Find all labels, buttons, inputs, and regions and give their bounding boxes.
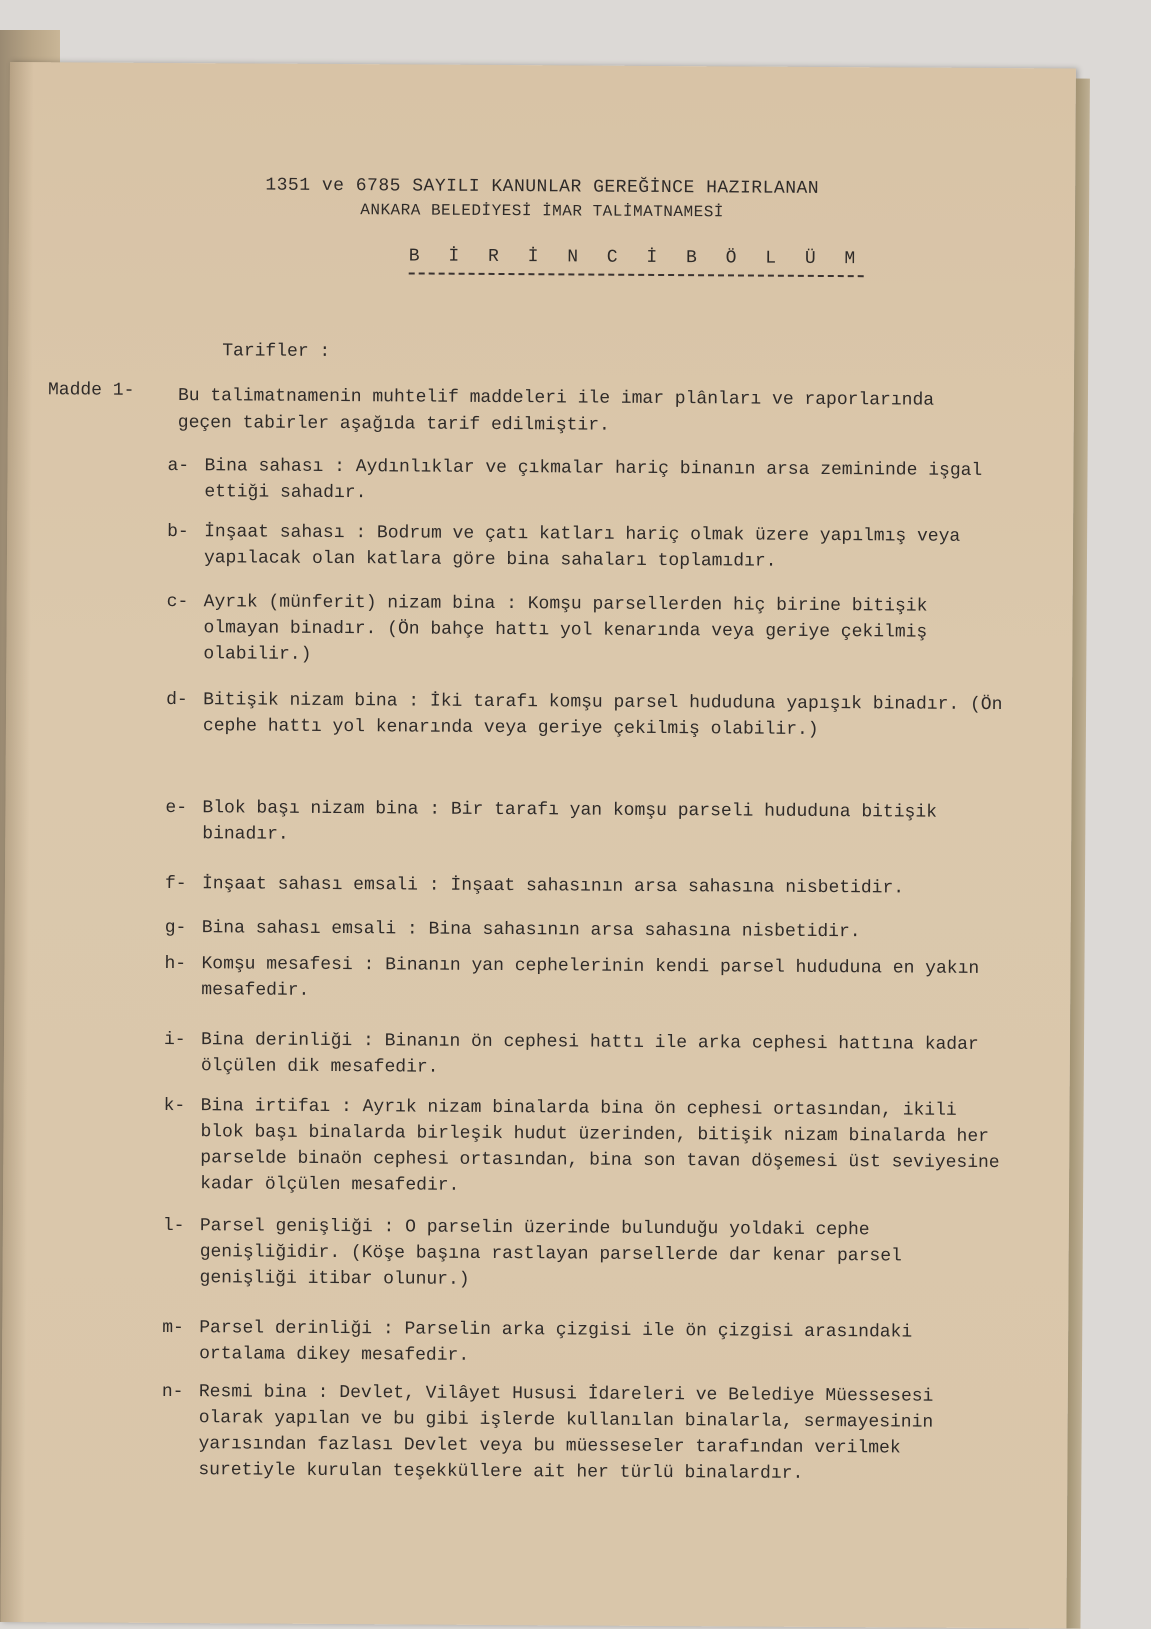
- item-letter: c-: [166, 591, 189, 613]
- definition-item: [167, 453, 1007, 510]
- page-stack-edge: [1066, 79, 1089, 1629]
- definition-item: [161, 1379, 1002, 1488]
- item-text: İnşaat sahası : Bodrum ve çatı katları hariç olmak üzere yapılmış veya yapılacak olan katlara göre bina sahaları toplamıdır.: [203, 522, 961, 572]
- item-letter: m-: [162, 1317, 184, 1339]
- item-letter: h-: [164, 953, 187, 975]
- item-letter: l-: [162, 1215, 185, 1237]
- definition-item: [162, 1315, 1002, 1372]
- definition-item: [164, 951, 1004, 1008]
- definition-item: [165, 871, 1005, 902]
- item-text: Ayrık (münferit) nizam bina : Komşu parsellerden hiç birine bitişik olmayan binadır. (Ön bahçe hattı yol kenarında veya geriye çekilmiş olabilir.): [203, 592, 928, 665]
- item-text: Komşu mesafesi : Binanın yan cephelerinin kendi parsel hududuna en yakın mesafedir.: [201, 954, 980, 1001]
- header-line-2: ANKARA BELEDİYESİ İMAR TALİMATNAMESİ: [360, 201, 724, 222]
- item-text: Bitişik nizam bina : İki tarafı komşu parsel hududuna yapışık binadır. (Ön cephe hattı yol kenarında veya geriye çekilmiş olabilir.): [202, 690, 1003, 740]
- definition-item: [164, 1027, 1004, 1084]
- definition-item: [162, 1213, 1002, 1296]
- item-letter: g-: [164, 917, 187, 939]
- item-letter: n-: [161, 1381, 184, 1403]
- definition-item: [167, 519, 1007, 576]
- item-text: Resmi bina : Devlet, Vilâyet Hususi İdareleri ve Belediye Müessesesi olarak yapılan ve bu gibi işlerde kullanılan binalarla, sermayesinin yarısından fazlası Devlet veya bu müesseseler tarafından verilmek suretiyle kurulan teşekküllere ait her türlü binalardır.: [198, 1382, 934, 1484]
- item-text: Bina sahası emsali : Bina sahasının arsa sahasına nisbetidir.: [201, 918, 861, 943]
- subsection-heading: Tarifler :: [222, 341, 331, 362]
- article-intro: Bu talimatnamenin muhtelif maddeleri ile imar plânları ve raporlarında geçen tabirler aşağıda tarif edilmiştir.: [177, 386, 935, 436]
- item-letter: f-: [164, 873, 187, 895]
- section-title: B İ R İ N C İ B Ö L Ü M: [409, 246, 865, 277]
- definition-item: [165, 915, 1005, 946]
- item-text: Bina derinliği : Binanın ön cephesi hattı ile arka cephesi hattına kadar ölçülen dik mesafedir.: [200, 1030, 979, 1078]
- item-text: Parsel derinliği : Parselin arka çizgisi ile ön çizgisi arasındaki ortalama dikey mesafedir.: [199, 1318, 913, 1366]
- item-letter: i-: [163, 1029, 186, 1051]
- item-letter: a-: [167, 455, 190, 477]
- item-letter: e-: [165, 797, 188, 819]
- item-letter: k-: [163, 1095, 186, 1117]
- header-line-1: 1351 ve 6785 SAYILI KANUNLAR GEREĞİNCE HAZIRLANAN: [265, 175, 820, 199]
- definition-item: [166, 589, 1006, 672]
- item-text: Blok başı nizam bina : Bir tarafı yan komşu parseli hududuna bitişik binadır.: [202, 798, 938, 845]
- article-label: Madde 1-: [47, 380, 135, 401]
- item-text: Bina irtifaı : Ayrık nizam binalarda bina ön cephesi ortasından, ikili blok başı binalarda birleşik hudut üzerinden, bitişik nizam binalarda her parselde binaön cephesi ortasından, bina son tavan döşemesi üst seviyesine kadar ölçülen mesafedir.: [200, 1096, 1000, 1196]
- item-text: Bina sahası : Aydınlıklar ve çıkmalar hariç binanın arsa zemininde işgal ettiği sahadır.: [204, 456, 983, 504]
- item-letter: d-: [166, 689, 188, 711]
- document-header: [9, 172, 1075, 227]
- definition-item: [163, 1093, 1004, 1202]
- item-text: İnşaat sahası emsali : İnşaat sahasının arsa sahasına nisbetidir.: [201, 874, 905, 899]
- item-letter: b-: [167, 521, 189, 543]
- definition-item: [166, 687, 1006, 744]
- definition-item: [165, 795, 1005, 852]
- document-page: [0, 62, 1076, 1628]
- item-text: Parsel genişliği : O parselin üzerinde bulunduğu yoldaki cephe genişliğidir. (Köşe başına rastlayan parsellerde dar kenar parsel genişliği itibar olunur.): [199, 1216, 902, 1290]
